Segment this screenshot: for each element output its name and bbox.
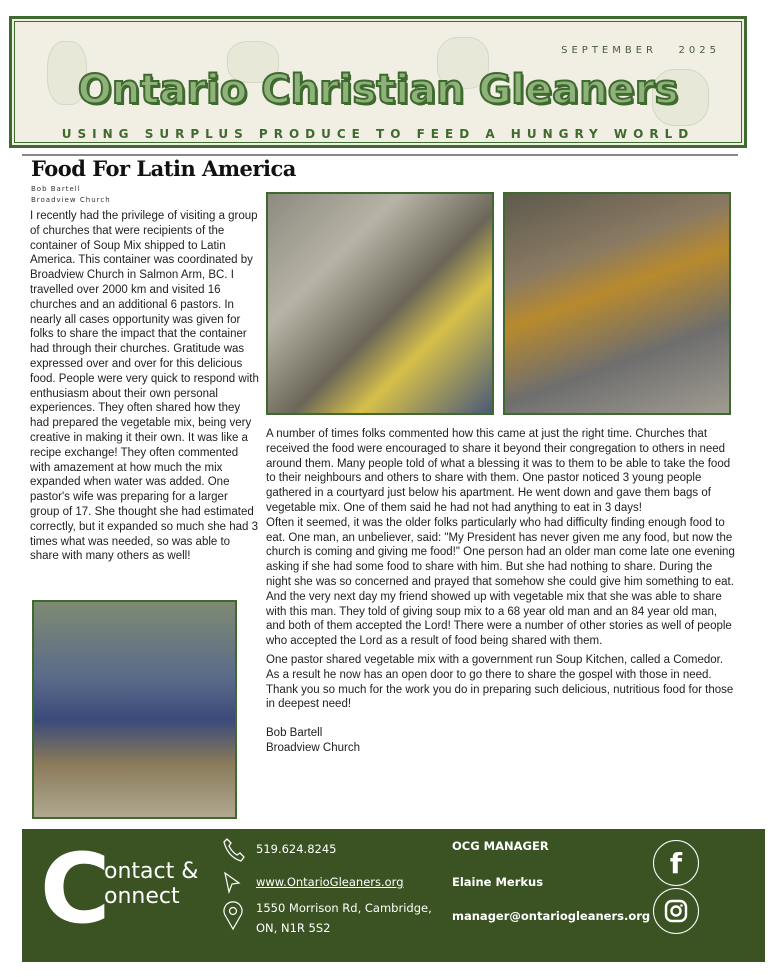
author: Bob Bartell [31, 185, 81, 193]
issue-date: SEPTEMBER 2025 [561, 45, 720, 56]
newsletter-title: Ontario Christian Gleaners [77, 67, 679, 113]
address-line2: ON, N1R 5S2 [256, 921, 331, 935]
manager-label: OCG MANAGER [452, 839, 549, 853]
byline [31, 184, 111, 206]
contact-heading [104, 859, 198, 909]
tagline: USING SURPLUS PRODUCE TO FEED A HUNGRY WORLD [61, 127, 695, 141]
contact-heading-line2: onnect [104, 884, 180, 909]
paragraph: Thank you so much for the work you do in preparing such delicious, nutritious food for those in deepest need! [266, 683, 734, 711]
author-church: Broadview Church [31, 196, 111, 204]
photo-man-with-soup [266, 192, 494, 415]
article-body [266, 427, 736, 756]
contact-heading-line1: ontact & [104, 859, 199, 884]
paragraph: One pastor shared vegetable mix with a government run Soup Kitchen, called a Comedor. As a result he now has an open door to go there to share the gospel with those in need. [266, 653, 724, 681]
address [256, 898, 432, 938]
contact-footer [22, 829, 765, 962]
article-intro: I recently had the privilege of visiting a group of churches that were recipients of the container of Soup Mix shipped to Latin America. This container was coordinated by Broadview Church in Salmon Arm, BC. I travelled over 2000 km and visited 16 churches and an additional 6 pastors. In nearly all cases opportunity was given for folks to share the impact that the container had through their churches. Gratitude was expressed over and over for this delicious food. People were very quick to respond with enthusiasm about their own personal experiences. They often shared how they had prepared the vegetable mix, being very creative in making it their own. It was like a recipe exchange! They often commented with amazement at how much the mix expanded when water was added. One pastor's wife was preparing for a larger group of 17. She thought she had estimated correctly, but it expanded so much she had 3 times what was needed, so was able to share with many others as well! [30, 210, 259, 563]
photo-children-with-soup [503, 192, 731, 415]
facebook-button[interactable] [653, 840, 699, 886]
facebook-icon: f [669, 846, 683, 880]
signature-church: Broadview Church [266, 741, 360, 754]
instagram-icon [664, 899, 688, 923]
article-title: Food For Latin America [31, 156, 296, 181]
website-link[interactable]: www.OntarioGleaners.org [256, 875, 404, 889]
location-pin-icon [222, 901, 244, 931]
instagram-button[interactable] [653, 888, 699, 934]
cursor-icon [222, 871, 242, 895]
phone-number: 519.624.8245 [256, 842, 337, 856]
contact-logo-c: C [40, 833, 111, 945]
address-line1: 1550 Morrison Rd, Cambridge, [256, 901, 432, 915]
manager-email[interactable]: manager@ontariogleaners.org [452, 909, 651, 923]
phone-icon [222, 837, 246, 863]
masthead [9, 16, 747, 148]
paragraph: A number of times folks commented how this came at just the right time. Churches that received the food were encouraged to share it beyond their congregation to others in need around them. Many people told of what a blessing it was to them to be able to take the food to their neighbours and others to share with them. One pastor noticed 3 young people gathered in a courtyard just below his apartment. He went down and gave them bags of vegetable mix. One of them said he had not had anything to eat in 3 days! [266, 428, 731, 514]
manager-name: Elaine Merkus [452, 875, 544, 889]
photo-women-cooking [32, 600, 237, 819]
signature-name: Bob Bartell [266, 727, 323, 740]
paragraph: Often it seemed, it was the older folks particularly who had difficulty finding enough food to eat. One man, an unbeliever, said: "My President has never given me any food, but now the church is coming and giving me food!" One person had an older man come late one evening asking if she had some food to share with him. But she had nothing to share. During the night she was so concerned and prayed that somehow she could give him something to eat. And the very next day my friend showed up with vegetable mix that she was able to share with this man. They told of giving soup mix to a 68 year old man and an 84 year old man, and both of them accepted the Lord! There were a number of other stories as well of people who accepted the Lord as a result of food being shared with them. [266, 516, 735, 648]
